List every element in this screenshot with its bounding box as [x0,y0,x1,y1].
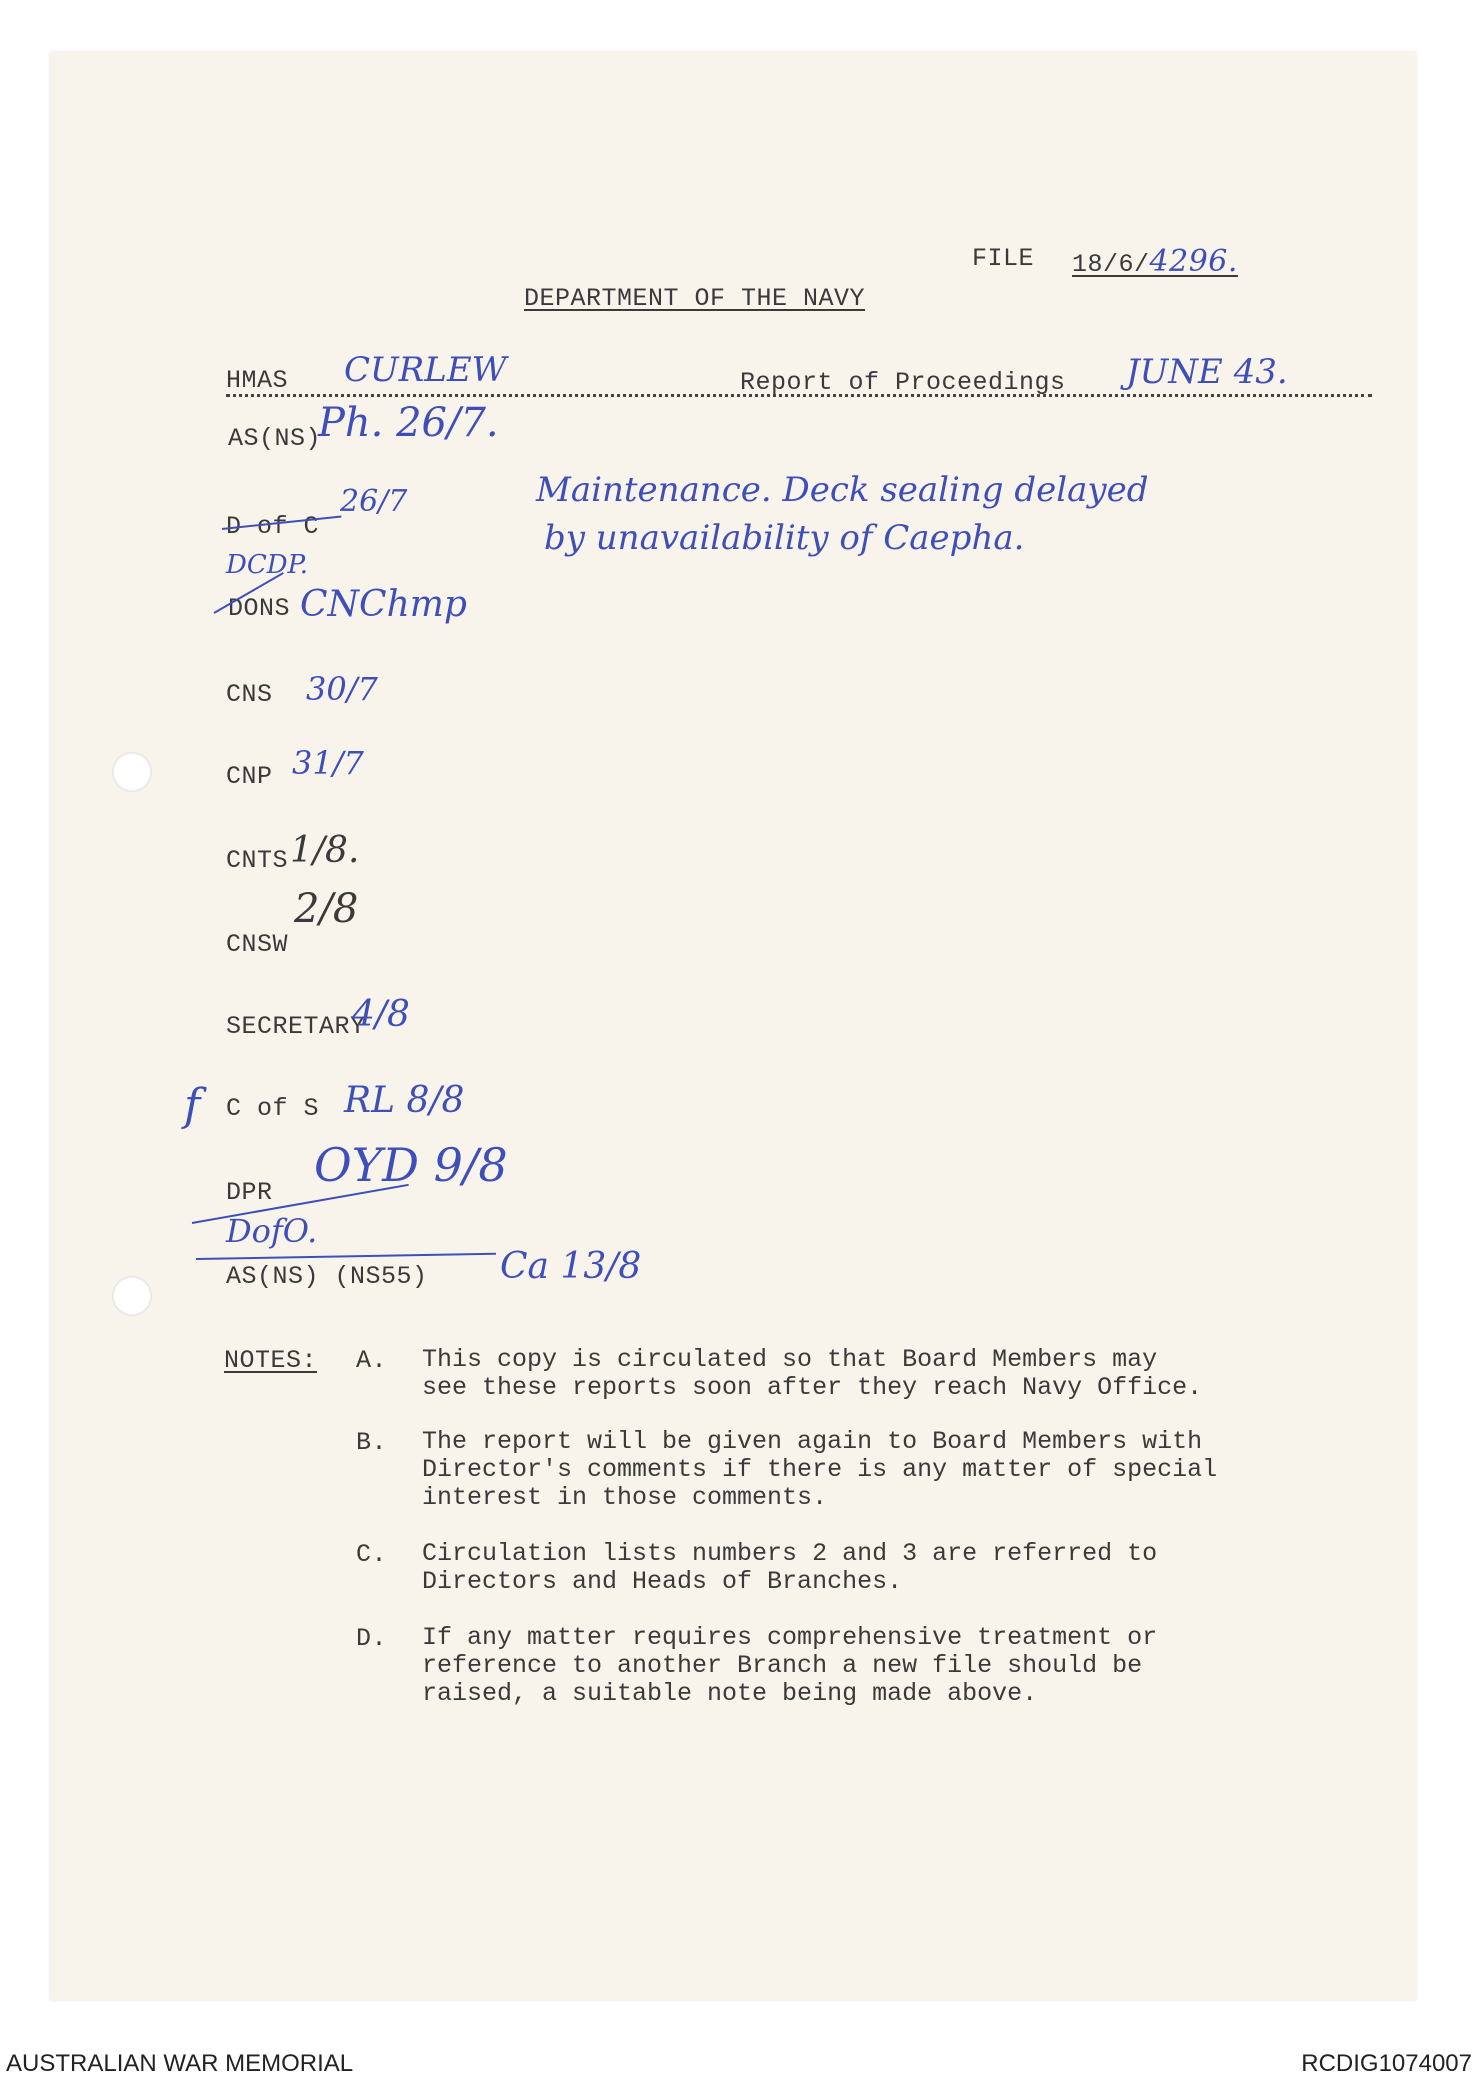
file-number-typed: 18/6/ [1072,250,1150,279]
note-letter-b: B. [356,1428,388,1457]
circ-code-cnsw: CNSW [226,930,289,959]
circ-code-as-ns-55: AS(NS) (NS55) [226,1262,428,1291]
circ-mark-cnts: 1/8. [290,830,360,871]
circ-code-dons: DONS [228,594,291,623]
circ-code-c-of-s: C of S [226,1094,320,1123]
note-letter-c: C. [356,1540,388,1569]
circ-mark-dpr: OYD 9/8 [314,1138,508,1192]
file-number-handwritten: 4296. [1149,244,1238,279]
circ-code-d-of-c: D of C [226,512,320,541]
circ-mark-d-of-c: 26/7 [340,484,408,519]
ship-name: CURLEW [344,350,507,390]
circ-code-cns: CNS [226,680,273,709]
circ-mark-dofo: DofO. [226,1212,318,1250]
note-text-b: The report will be given again to Board Members with Director's comments if there is any matter of special interest in those comments. [422,1427,1218,1512]
remark-line-1: Maintenance. Deck sealing delayed [536,470,1149,510]
remark-line-2: by unavailability of Caepha. [544,518,1025,558]
file-label: FILE [972,244,1035,273]
note-letter-a: A. [356,1346,388,1375]
circ-mark-dons: CNChmp [300,584,467,625]
note-text-d: If any matter requires comprehensive treatment or reference to another Branch a new file should be raised, a suitable note being made above. [422,1623,1158,1708]
circ-code-secretary: SECRETARY [226,1012,366,1041]
punch-hole [112,752,152,792]
department-title: DEPARTMENT OF THE NAVY [524,284,866,313]
circ-code-as-ns: AS(NS) [228,424,322,453]
report-period: JUNE 43. [1126,352,1288,392]
circ-mark-secretary: 4/8 [352,994,410,1035]
circ-code-cnts: CNTS [226,846,289,875]
file-number [1072,244,1238,279]
footer-id: RCDIG1074007 [1301,2050,1472,2077]
circ-code-cnp: CNP [226,762,273,791]
note-letter-d: D. [356,1624,388,1653]
circ-mark-as-ns-55: Ca 13/8 [500,1246,642,1287]
hmas-label: HMAS [226,366,289,395]
punch-hole [112,1276,152,1316]
note-text-c: Circulation lists numbers 2 and 3 are referred to Directors and Heads of Branches. [422,1539,1158,1596]
notes-title: NOTES: [224,1346,318,1375]
circ-code-dpr: DPR [226,1178,273,1207]
footer-source: AUSTRALIAN WAR MEMORIAL [6,2050,354,2077]
header-rule [226,394,1372,397]
circ-mark-dcdp: DCDP. [226,550,309,580]
note-text-a: This copy is circulated so that Board Members may see these reports soon after they reach Navy Office. [422,1345,1203,1402]
circ-mark-c-of-s: RL 8/8 [344,1080,465,1121]
circ-mark-as-ns: Ph. 26/7. [318,400,499,446]
circ-tick-c-of-s: f [184,1080,201,1131]
circ-mark-cns: 30/7 [306,670,378,708]
report-label: Report of Proceedings [740,368,1066,397]
circ-mark-cnp: 31/7 [292,744,364,782]
circ-mark-cnsw: 2/8 [294,886,359,932]
